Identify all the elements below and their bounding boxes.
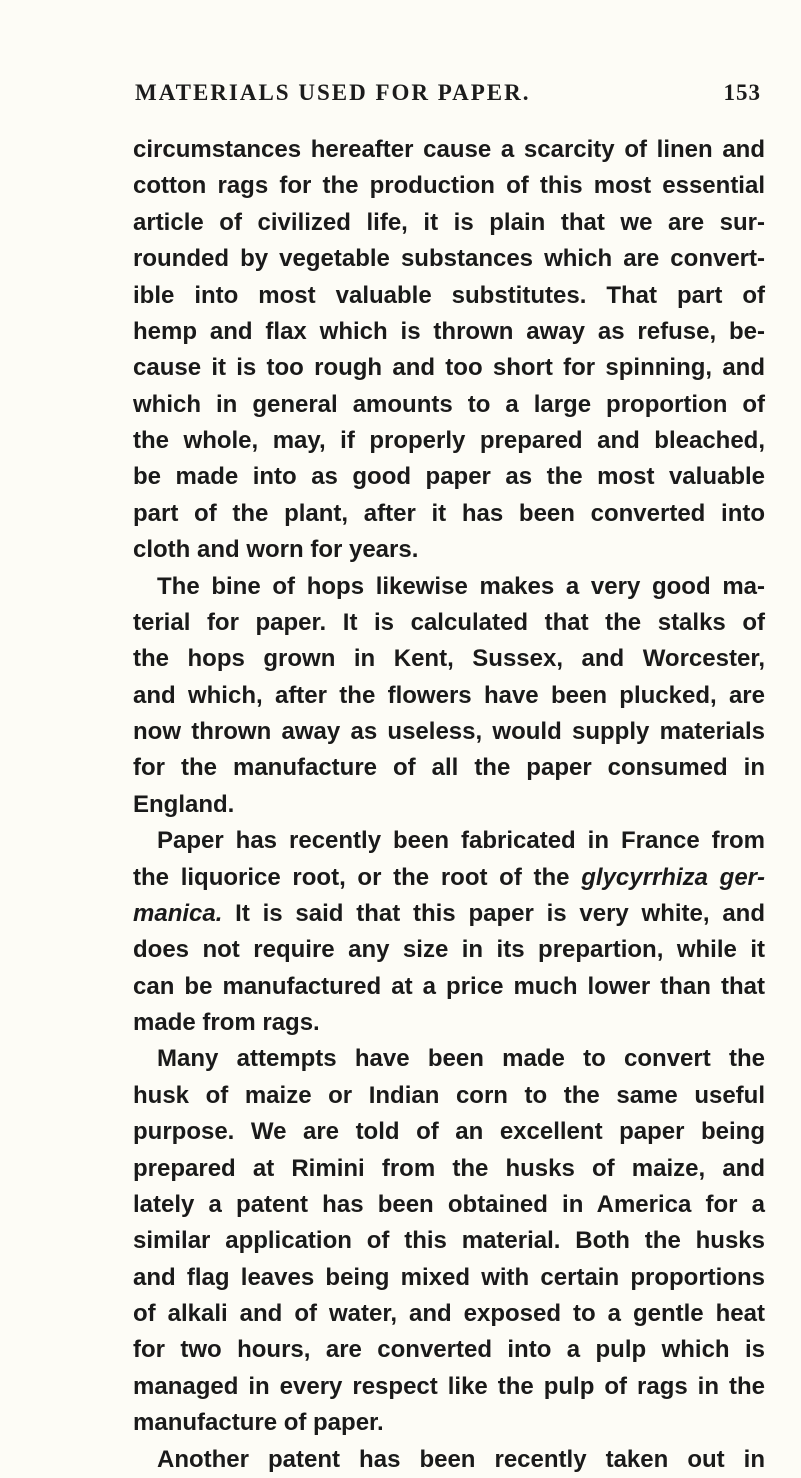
species-name-italic: manica. — [133, 899, 223, 927]
text-line — [133, 896, 765, 932]
text-line: Paper has recently been fabricated in France from — [157, 827, 765, 855]
text-line: managed in every respect like the pulp of rags in the — [133, 1372, 765, 1400]
text-line: similar application of this material. Both the husks — [133, 1227, 765, 1255]
text-line: purpose. We are told of an excellent paper being — [133, 1118, 765, 1146]
text-line: and which, after the flowers have been plucked, are — [133, 681, 765, 709]
text-line: England. — [133, 790, 235, 818]
text-line: Many attempts have been made to convert the — [157, 1045, 765, 1073]
text-segment: the liquorice root, or the root of the — [133, 863, 582, 891]
page-number: 153 — [723, 80, 761, 105]
text-line: cloth and worn for years. — [133, 536, 419, 564]
text-line: which in general amounts to a large proportion of — [133, 390, 765, 418]
text-line — [133, 860, 765, 896]
text-line: The bine of hops likewise makes a very good ma- — [157, 572, 765, 600]
text-line: manufacture of paper. — [133, 1409, 384, 1437]
text-line: prepared at Rimini from the husks of maize, and — [133, 1154, 765, 1182]
text-line: the hops grown in Kent, Sussex, and Worcester, — [133, 645, 765, 673]
text-line: of alkali and of water, and exposed to a gentle heat — [133, 1300, 765, 1327]
running-title: MATERIALS USED FOR PAPER. — [135, 80, 531, 105]
text-line: article of civilized life, it is plain that we are sur- — [133, 208, 765, 236]
text-line: the whole, may, if properly prepared and bleached, — [133, 427, 765, 454]
text-line: ible into most valuable substitutes. That part of — [133, 281, 765, 309]
text-line: part of the plant, after it has been converted into — [133, 499, 765, 527]
species-name-italic: glycyrrhiza ger- — [581, 863, 765, 891]
text-line: circumstances hereafter cause a scarcity of linen and — [133, 136, 765, 163]
text-line: husk of maize or Indian corn to the same useful — [133, 1081, 765, 1109]
text-line: for two hours, are converted into a pulp which is — [133, 1336, 765, 1364]
text-line: lately a patent has been obtained in America for a — [133, 1190, 765, 1218]
text-line: terial for paper. It is calculated that the stalks of — [133, 608, 765, 636]
text-line: made from rags. — [133, 1009, 320, 1036]
running-head — [135, 80, 761, 110]
text-line: and flag leaves being mixed with certain proportions — [133, 1263, 765, 1291]
text-line: for the manufacture of all the paper consumed in — [133, 754, 765, 782]
text-line: does not require any size in its prepartion, while it — [133, 936, 765, 964]
text-line: be made into as good paper as the most valuable — [133, 463, 765, 491]
text-line: rounded by vegetable substances which are convert- — [133, 245, 765, 273]
text-segment: It is said that this paper is very white, and — [222, 899, 765, 927]
text-line: cause it is too rough and too short for spinning, and — [133, 354, 765, 382]
body-text — [133, 132, 765, 1478]
text-line: cotton rags for the production of this most essential — [133, 172, 765, 200]
text-line: can be manufactured at a price much lower than that — [133, 972, 765, 1000]
text-line: Another patent has been recently taken out in — [157, 1445, 765, 1473]
text-line: now thrown away as useless, would supply materials — [133, 718, 765, 745]
text-line: hemp and flax which is thrown away as refuse, be- — [133, 317, 765, 345]
